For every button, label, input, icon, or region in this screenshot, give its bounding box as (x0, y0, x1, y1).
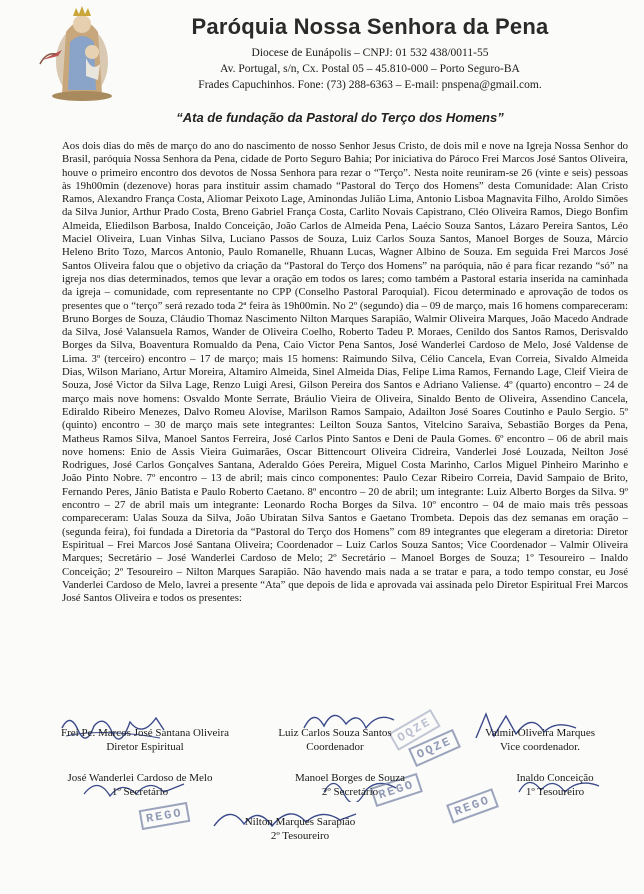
our-lady-logo (36, 2, 128, 102)
contact-line: Frades Capuchinhos. Fone: (73) 288-6363 – E-mail: pnspena@gmail.com. (198, 79, 542, 91)
signer-name: Inaldo Conceição (516, 772, 594, 784)
signer-role: 2º Tesoureiro (270, 829, 330, 842)
parish-title: Paróquia Nossa Senhora da Pena (191, 14, 549, 39)
rubber-stamp: OQZE (388, 709, 440, 751)
letterhead (0, 0, 644, 105)
signer-name: José Wanderlei Cardoso de Melo (67, 772, 213, 784)
signer-role: Diretor Espiritual (106, 740, 184, 753)
signature-director (30, 727, 260, 754)
signer-name: Nilton Marques Sarapião (244, 816, 356, 828)
rubber-stamp: REGO (139, 802, 191, 830)
signature-treasurer-2 (200, 816, 400, 843)
signer-role: Vice coordenador. (500, 740, 580, 753)
minutes-body: Aos dois dias do mês de março do ano do nascimento de nosso Senhor Jesus Cristo, de dois mil e nove na Igreja Nossa Senhor do Brasil, paróquia Nossa Senhora da Pena, cidade de Porto Seguro Bahia; Por iniciativa do Pároco Frei Marcos José Santos Oliveira, houve o primeiro encontro dos devotos de Nossa Senhora para rezar o “Terço”. Nesta noite reuniram-se 26 (vinte e seis) pessoas às 19h00min (dezenove) horas para instituir assim chamado “Pastoral do Terço dos Homens” desta Comunidade: Alan Cristo Ramos, Alexandro França Costa, Aliomar Peixoto Lage, Aminondas Julião Lima, Antonio Lisboa Magnavita Filho, Aroldo Simões da Silva Junior, Arthur Prado Costa, Breno Gabriel França Costa, Carlito Novais Capistrano, Cléo Oliveira Ramos, Diego Bonfim Almeida, Eliedilson Barbosa, Inaldo Conceição, João Carlos de Almeida Pena, Laécio Souza Santos, Lázaro Pereira Santos, Léo Maciel Oliveira, Luan Vinhas Silva, Luciano Passos de Souza, Luiz Carlos Souza Santos, Manoel Borges de Souza, Márcio Heleno Brito Tozo, Marcos Antonio, Paulo Romanelle, Rhuann Lucas, Wagner Albino de Souza. Em seguida Frei Marcos José Santos Oliveira falou que o objetivo da criação da “Pastoral do Terço dos Homens” na paróquia, não é para ficar rezando “só” na igreja nos dias determinados, temos que levar a oração em todos os lares; como também a Pastoral estaria inserida na caminhada da igreja – comunidade, com representante no CPP (Conselho Pastoral Paroquial). Ficou determinado e aprovação de todos os presentes que o “terço” será rezado toda 2ª feira às 19h00min. No 2º (segundo) dia – 09 de março, mais 16 homens compareceram: Bruno Borges de Souza, Cláudio Thomaz Nascimento Nilton Marques Sarapião, Walmir Oliveira Marques, João Macedo Andrade da Silva, José Valansuela Ramos, Wander de Oliveira Coelho, Roberto Tadeu P. Moraes, Cenildo dos Santos Ramos, Derisvaldo Borges da Silva, Boaventura Romualdo da Pena, Caio Victor Pena Santos, José Wanderlei Cardoso de Melo, José Valdense de Lima. 3º (terceiro) encontro – 17 de março; mais 15 homens: Raimundo Silva, Célio Cancela, Evan Correia, Sivaldo Almeida Dias, Wilson Mariano, Artur Moreira, Altamiro Almeida, Sinel Almeida Dias, Felipe Lima Ramos, Fernando Lage, Cleif Vieira de Souza, José Victor da Silva Lage, Renzo Luigi Aresi, Gilson Pereira dos Santos e Adriano Valiense. 4º (quarto) encontro – 24 de março mais nove homens: Osvaldo Monte Serrate, Bráulio Vieira de Oliveira, Sinaldo Bento de Oliveira, Assendino Cancela, Ediraldo Ribeiro Menezes, Dalvo Romeu Alovise, Marilson Ramos Sampaio, Adailton José Soares Coutinho e Paulo Sergio. 5º (quinto) encontro – 30 de março mais sete integrantes: Leilton Souza Santos, Vitelcino Saraiva, Sebastião Borges da Pena, Matheus Ramos Silva, Manoel Santos Ferreira, José Carlos Pinto Santos e Deni de Paula Gomes. 6º encontro – 06 de abril mais nove homens: Enio de Assis Vieira Guimarães, Oscar Bittencourt Oliveira Cidreira, Vanderlei José Louzada, Neilton José Rodrigues, José Carlos Gonçalves Santana, Aderaldo Góes Pereira, Miguel Costa Marinho, Carlos Miguel Pinheiro Marinho e João Pinto Nobre. 7º encontro – 13 de abril; mais cinco componentes: Paulo Cezar Ribeiro Correia, David Sampaio de Brito, Fernando Peres, Jânio Batista e Paulo Roberto Caetano. 8º encontro – 20 de abril; um integrante: Luiz Alberto Borges da Silva. 9º encontro – 27 de abril mais um integrante: Leonardo Rocha Borges da Silva. 10º encontro – 04 de maio mais três pessoas compareceram: Ualas Souza da Silva, João Ubiratan Silva Santos e Gaetano Trombeta. Depois das dez semanas em oração – (segunda feira), foi fundada a Diretoria da “Pastoral do Terço dos Homens” com 89 integrantes que elegeram a diretoria: Diretor Espiritual – Frei Marcos José Santana Oliveira; Coordenador – Luiz Carlos Souza Santos; Vice Coordenador – Valmir Oliveira Marques; Secretário – José Wanderlei Cardoso de Melo; 2º Secretário – Manoel Borges de Souza; 1º Tesoureiro – Inaldo Conceição; 2º Tesoureiro – Nilton Marques Sarapião. Não havendo mais nada a se tratar e para, a todo tempo constar, eu José Vanderlei Cardoso de Melo, lavrei a presente “Ata” que depois de lida e aprovada vai assinada pelo Diretor Espiritual Frei Marcos José Santos Oliveira e todos os presentes: (62, 140, 628, 605)
rubber-stamp: OQZE (408, 729, 461, 767)
rubber-stamp: REGO (370, 773, 423, 807)
signature-coordinator (250, 727, 420, 754)
diocese-line: Diocese de Eunápolis – CNPJ: 01 532 438/0011-55 (251, 47, 489, 59)
signature-secretary-2 (270, 772, 430, 799)
signature-vice-coordinator (450, 727, 630, 754)
signer-name: Frei Pe. Marcos José Santana Oliveira (60, 727, 229, 739)
rubber-stamp: REGO (446, 788, 499, 823)
document-subtitle: “Ata de fundação da Pastoral do Terço dos Homens” (176, 110, 504, 125)
address-line: Av. Portugal, s/n, Cx. Postal 05 – 45.810-000 – Porto Seguro-BA (220, 63, 520, 75)
signature-secretary-1 (40, 772, 240, 799)
signature-treasurer-1 (490, 772, 620, 799)
signer-role: 1º Secretário (111, 785, 169, 798)
signer-role: 2º Secretário (321, 785, 379, 798)
signer-name: Valmir Oliveira Marques (485, 727, 595, 739)
signer-name: Luiz Carlos Souza Santos (278, 727, 392, 739)
signer-name: Manoel Borges de Souza (294, 772, 406, 784)
signer-role: 1º Tesoureiro (525, 785, 585, 798)
signer-role: Coordenador (306, 740, 364, 753)
